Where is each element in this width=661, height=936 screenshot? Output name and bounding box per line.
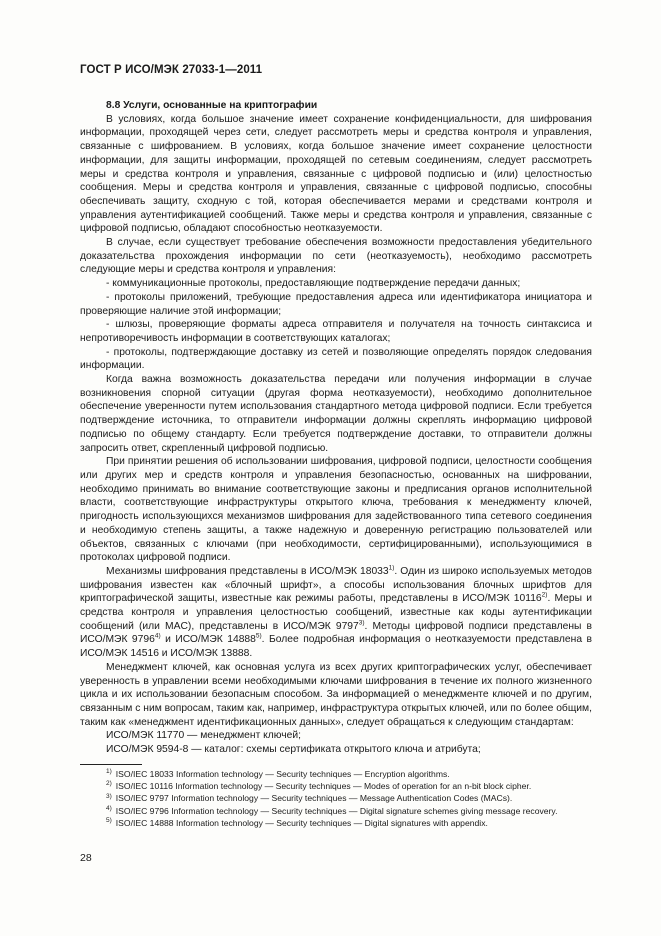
footnote-text: ISO/IEC 14888 Information technology — Security techniques — Digital signatures with appendix.: [115, 817, 488, 828]
reference-item: ИСО/МЭК 9594-8 — каталог: схемы сертификата открытого ключа и атрибута;: [106, 744, 481, 756]
footnote-divider: [80, 764, 142, 765]
footnotes: [80, 768, 592, 829]
footnote: [80, 805, 592, 817]
section-title: 8.8 Услуги, основанные на криптографии: [106, 100, 318, 111]
footnote-mark: 4): [154, 633, 161, 640]
list-item: - шлюзы, проверяющие форматы адреса отправителя и получателя на точность синтаксиса и непротиворечивость информации в соответствующих каталогах;: [80, 319, 592, 344]
footnote-mark: 1): [388, 564, 395, 572]
text-run: . Меры и средства контроля и управления целостностью сообщений, известные как коды аутентификации сообщений (или MAC), представлены в ИСО/МЭК 9797: [80, 593, 592, 632]
footnote: [80, 780, 592, 792]
paragraph-with-references: [80, 565, 592, 661]
text-run: и ИСО/МЭК 14888: [160, 634, 256, 646]
list-item: - протоколы приложений, требующие предоставления адреса или идентификатора инициатора и проверяющие наличие этой информации;: [80, 291, 592, 317]
footnote-mark: 2): [541, 591, 548, 599]
footnote-mark: 5): [255, 633, 262, 640]
footnote-text: ISO/IEC 9796 Information technology — Security techniques — Digital signature schemes giving message recovery.: [115, 805, 558, 816]
footnote-mark: 3): [358, 619, 365, 627]
paragraph: При принятии решения об использовании шифрования, цифровой подписи, целостности сообщения или других мер и средств контроля и управления безопасностью, основанных на шифровании, необходимо принимать во внимание соответствующие законы и предписания органов исполнительной власти, соответствующие инфраструктуры открытого ключа, требования к менеджменту ключей, пригодность использующихся механизмов шифрования для задействованного типа сетевого соединения и необходимую степень защиты, а также надежную и доверенную регистрацию пользователей или объектов, связанных с ключами (при необходимости, сертифицированными), использующимися в протоколах цифровой подписи.: [80, 456, 592, 564]
text-run: . Более подробная информация о неотказуемости представлена в ИСО/МЭК 14516 и ИСО/МЭК 13888.: [80, 634, 592, 660]
list-item: - протоколы, подтверждающие доставку из сетей и позволяющие определять порядок следования информации.: [80, 346, 592, 372]
footnote-number: 3): [106, 792, 112, 800]
list-item: - коммуникационные протоколы, предоставляющие подтверждение передачи данных;: [106, 278, 521, 290]
main-text: [80, 99, 592, 757]
text-run: . Методы цифровой подписи представлены в ИСО/МЭК 9796: [80, 620, 592, 646]
text-run: Механизмы шифрования представлены в ИСО/МЭК 18033: [106, 565, 389, 577]
page-number: 28: [80, 852, 92, 864]
footnote-text: ISO/IEC 18033 Information technology — Security techniques — Encryption algorithms.: [115, 769, 450, 779]
paragraph: В условиях, когда большое значение имеет сохранение конфиденциальности, для шифрования информации, проходящей через сети, следует рассмотреть меры и средства контроля и управления, связанные с шифрованием. В условиях, когда большое значение имеет сохранение целостности информации, для защиты информации, проходящей по сетевым соединениям, следует рассмотреть меры и средства контроля и управления, связанные с цифровой подписью и (или) целостностью сообщения. Меры и средства контроля и управления, связанные с цифровой подписью, способны обеспечивать защиту, сходную с той, которая обеспечивается мерами и средствами контроля и управления аутентификацией сообщений. Также меры и средства контроля и управления, связанные с цифровой подписью, обладают способностью неотказуемости.: [80, 113, 592, 235]
footnote-text: ISO/IEC 9797 Information technology — Security techniques — Message Authentication Codes (MACs).: [115, 793, 513, 804]
footnote: [80, 817, 592, 829]
paragraph: Когда важна возможность доказательства передачи или получения информации в случае возникновения спорной ситуации (другая форма неотказуемости), необходимо дополнительное обеспечение уверенности путем использования стандартного метода цифровой подписи. Если требуется подтверждение источника, то отправители информации должны скреплять информацию цифровой подписью по общему стандарту. Если требуется подтверждение доставки, то отправители должны запросить ответ, скрепленный цифровой подписью.: [80, 374, 592, 454]
footnote-text: ISO/IEC 10116 Information technology — Security techniques — Modes of operation for an n-bit block cipher.: [115, 781, 532, 792]
footnote-number: 4): [106, 804, 112, 812]
reference-item: ИСО/МЭК 11770 — менеджмент ключей;: [106, 730, 301, 742]
paragraph: В случае, если существует требование обеспечения возможности предоставления убедительного доказательства прохождения информации по сети (неотказуемость), необходимо рассмотреть следующие меры и средства контроля и управления:: [80, 237, 592, 276]
footnote-number: 2): [106, 780, 112, 788]
document-header: ГОСТ Р ИСО/МЭК 27033-1—2011: [80, 64, 263, 76]
paragraph: Менеджмент ключей, как основная услуга из всех других криптографических услуг, обеспечивает уверенность в управлении всеми необходимыми ключами шифрования в течение их полного жизненного цикла и их использовании безопасным способом. За информацией о менеджменте ключей и по другим, связанным с ним вопросам, таким как, например, инфраструктура открытых ключей, или по более общим, таким как «менеджмент идентификационных данных», следует обращаться к следующим стандартам:: [80, 661, 592, 728]
footnote: [80, 792, 592, 804]
footnote: [80, 768, 592, 780]
footnote-number: 1): [106, 768, 112, 776]
text-run: . Один из широко используемых методов шифрования известен как «блочный шрифт», а способы использования блочных шрифтов для криптографической защиты, известные как режимы работы, представлены в ИСО/МЭК 10116: [80, 565, 592, 605]
footnote-number: 5): [106, 816, 112, 824]
